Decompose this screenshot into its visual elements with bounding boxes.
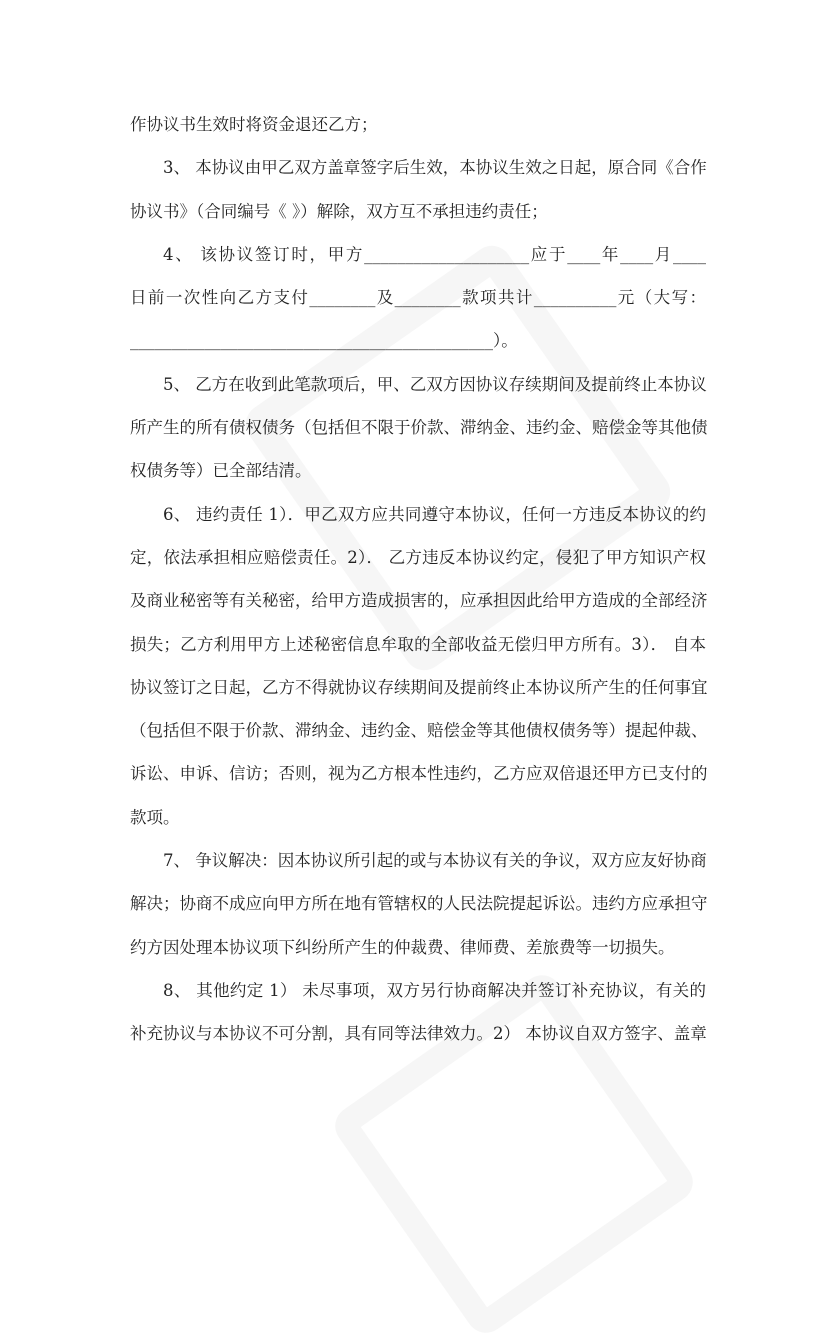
text-line: 补充协议与本协议不可分割，具有同等法律效力。2） 本协议自双方签字、盖章 bbox=[130, 1024, 707, 1044]
text-line: 协议书》（合同编号《 》）解除，双方互不承担违约责任； bbox=[130, 201, 548, 221]
text-line: 协议签订之日起，乙方不得就协议存续期间及提前终止本协议所产生的任何事宜 bbox=[130, 677, 708, 697]
clause-5: 5、 乙方在收到此笔款项后，甲、乙双方因协议存续期间及提前终止本协议 bbox=[163, 374, 707, 394]
text-line: 作协议书生效时将资金退还乙方； bbox=[130, 115, 378, 134]
text-line: 定，依法承担相应赔偿责任。2）． 乙方违反本协议约定，侵犯了甲方知识产权 bbox=[130, 547, 706, 567]
text-line: ____________________________________________）。 bbox=[130, 331, 518, 351]
text-line: 及商业秘密等有关秘密，给甲方造成损害的，应承担因此给甲方造成的全部经济 bbox=[130, 591, 708, 611]
clause-8: 8、 其他约定 1） 未尽事项，双方另行协商解决并签订补充协议，有关的 bbox=[163, 980, 706, 1000]
text-line: （包括但不限于价款、滞纳金、违约金、赔偿金等其他债权债务等）提起仲裁、 bbox=[130, 721, 708, 741]
text-line: 诉讼、申诉、信访；否则，视为乙方根本性违约，乙方应双倍退还甲方已支付的 bbox=[130, 764, 708, 784]
clause-7: 7、 争议解决：因本协议所引起的或与本协议有关的争议，双方应友好协商 bbox=[163, 851, 707, 871]
text-line: 损失；乙方利用甲方上述秘密信息牟取的全部收益无偿归甲方所有。3）． 自本 bbox=[130, 634, 706, 654]
text-line: 日前一次性向乙方支付________及________款项共计__________元（大写： bbox=[130, 288, 706, 308]
clause-3: 3、 本协议由甲乙双方盖章签字后生效，本协议生效之日起，原合同《合作 bbox=[163, 158, 707, 178]
text-line: 约方因处理本协议项下纠纷所产生的仲裁费、律师费、差旅费等一切损失。 bbox=[130, 937, 675, 957]
text-line: 所产生的所有债权债务（包括但不限于价款、滞纳金、违约金、赔偿金等其他债 bbox=[130, 418, 708, 438]
text-line: 款项。 bbox=[130, 807, 180, 827]
clause-4: 4、 该协议签订时，甲方____________________应于____年____月____ bbox=[163, 244, 706, 264]
clause-6: 6、 违约责任 1）．甲乙双方应共同遵守本协议，任何一方违反本协议的约 bbox=[163, 504, 706, 524]
text-line: 权债务等）已全部结清。 bbox=[130, 461, 312, 481]
document-body bbox=[130, 103, 706, 1056]
text-line: 解决；协商不成应向甲方所在地有管辖权的人民法院提起诉讼。违约方应承担守 bbox=[130, 894, 708, 914]
